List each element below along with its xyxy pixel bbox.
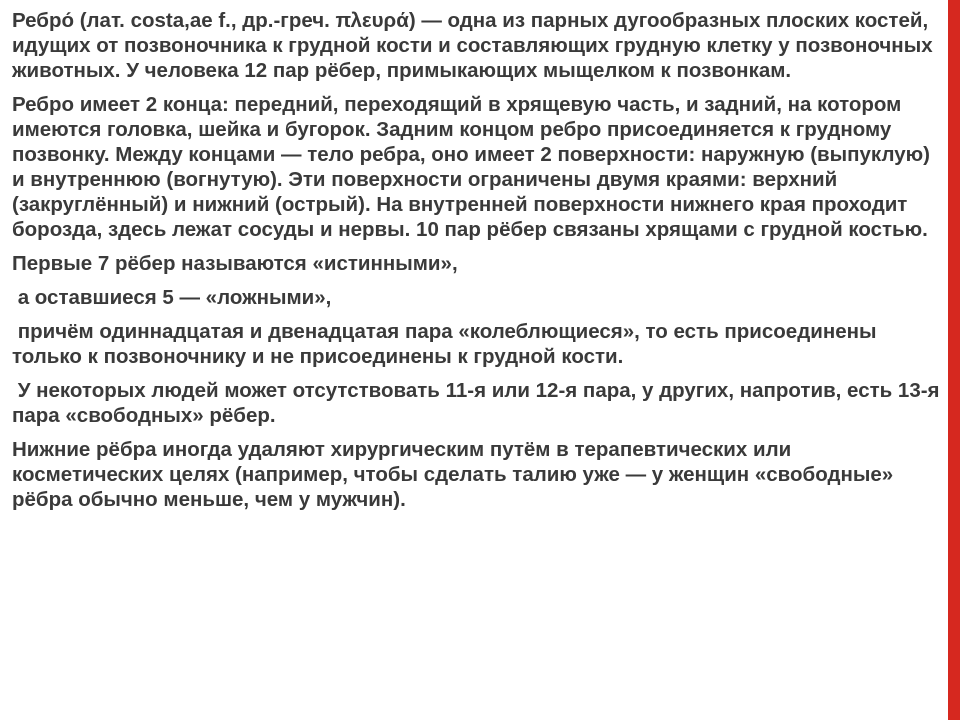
paragraph-definition: Ребро́ (лат. costa,ae f., др.-греч. πλευρά) — одна из парных дугообразных плоских костей, идущих от позвоночника к грудной кости и составляющих грудную клетку у позвоночных животных. У человека 12 пар рёбер, примыкающих мыщелком к позвонкам. xyxy=(12,9,939,82)
paragraph-true-ribs: Первые 7 рёбер называются «истинными», xyxy=(12,252,458,275)
paragraph-surgical-removal: Нижние рёбра иногда удаляют хирургическим путём в терапевтических или косметических целях (например, чтобы сделать талию уже — у женщин «свободные» рёбра обычно меньше, чем у мужчин). xyxy=(12,438,899,511)
paragraph-variation: У некоторых людей может отсутствовать 11-я или 12-я пара, у других, напротив, есть 13-я пара «свободных» рёбер. xyxy=(12,379,946,427)
paragraph-structure: Ребро имеет 2 конца: передний, переходящий в хрящевую часть, и задний, на котором имеются головка, шейка и бугорок. Задним концом ребро присоединяется к грудному позвонку. Между концами — тело ребра, оно имеет 2 поверхности: наружную (выпуклую) и внутреннюю (вогнутую). Эти поверхности ограничены двумя краями: верхний (закруглённый) и нижний (острый). На внутренней поверхности нижнего края проходит борозда, здесь лежат сосуды и нервы. 10 пар рёбер связаны хрящами с грудной костью. xyxy=(12,93,936,241)
paragraph-floating-ribs: причём одиннадцатая и двенадцатая пара «колеблющиеся», то есть присоединены только к позвоночнику и не присоединены к грудной кости. xyxy=(12,320,883,368)
slide-body xyxy=(12,8,946,521)
paragraph-false-ribs: а оставшиеся 5 — «ложными», xyxy=(12,286,332,309)
accent-bar xyxy=(948,0,960,720)
